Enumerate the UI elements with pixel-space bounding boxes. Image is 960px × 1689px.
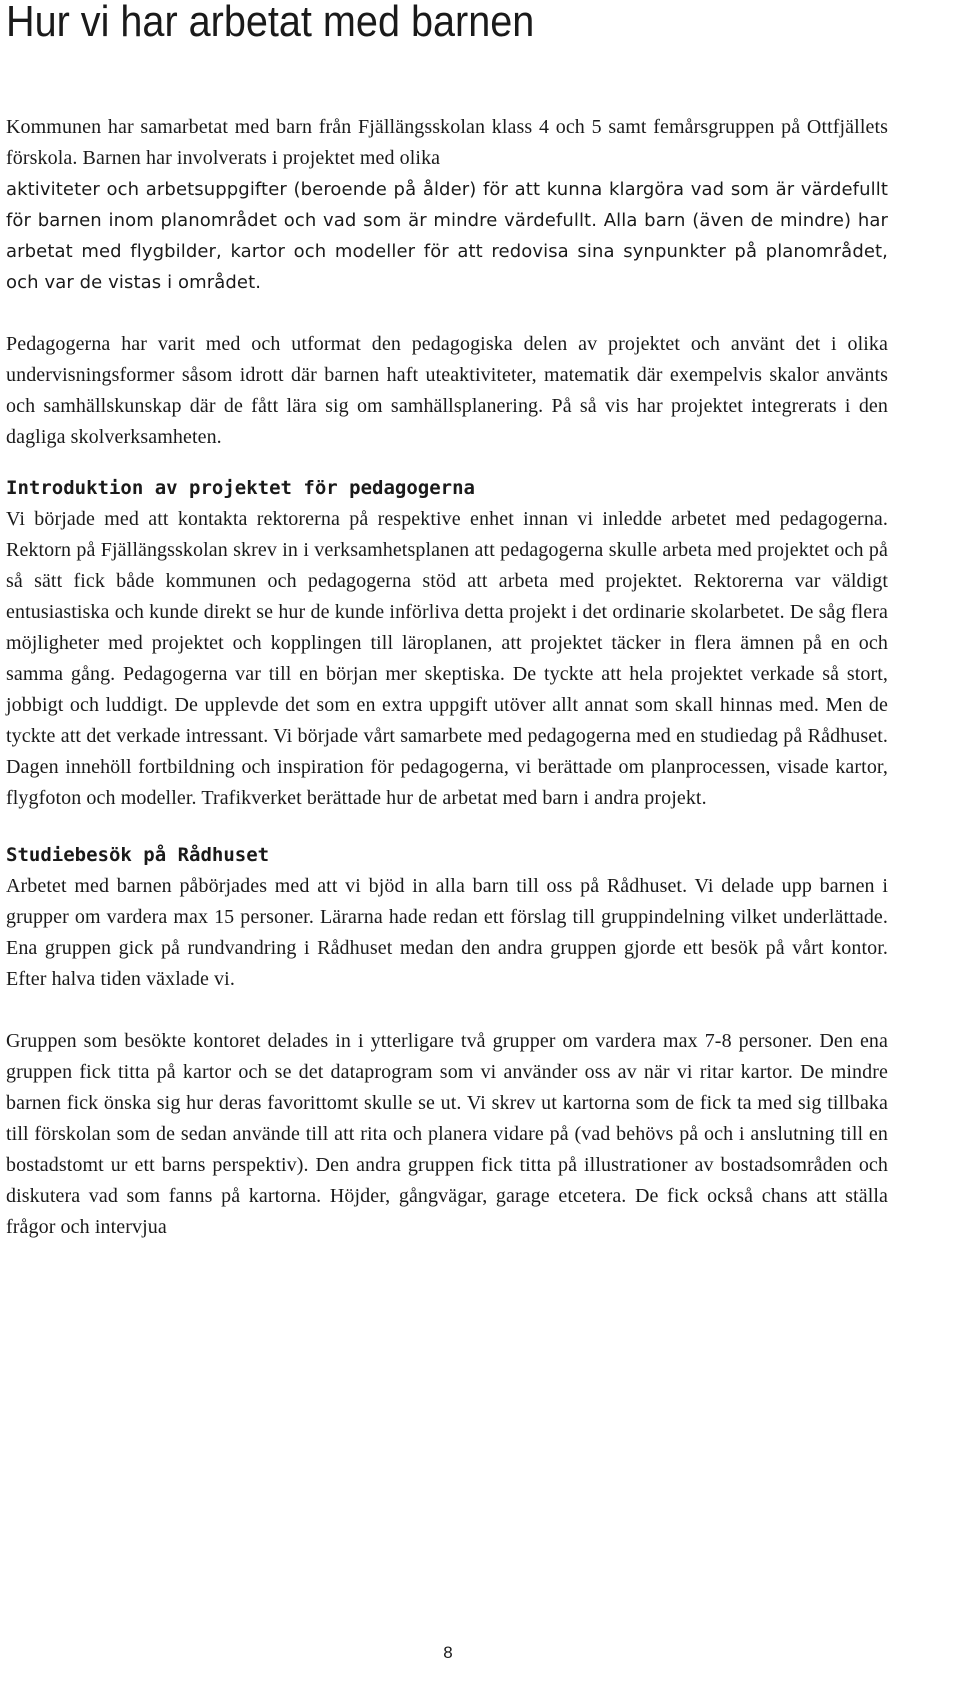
intro-paragraph-serif: Kommunen har samarbetat med barn från Fjällängsskolan klass 4 och 5 samt femårsgruppen på Ottfjällets förskola. Barnen har involverats i projektet med olika (6, 116, 888, 169)
section-heading-introduction: Introduktion av projektet för pedagogerna (6, 477, 475, 499)
section-paragraph-study-visit-2: Gruppen som besökte kontoret delades in i ytterligare två grupper om vardera max 7-8 personer. Den ena gruppen fick titta på kartor och se det dataprogram som vi använder oss av när vi ritar kartor. De mindre barnen fick önska sig hur deras favorittomt skulle se ut. Vi skrev ut kartorna som de fick ta med sig tillbaka till förskolan som de sedan använde till att rita och planera vidare på (vad behövs på och i anslutning till en bostadstomt ur ett barns perspektiv). Den andra gruppen fick titta på illustrationer av bostadsområden och diskutera vad som fanns på kartorna. Höjder, gångvägar, garage etcetera. De fick också chans att ställa frågor och intervjua (6, 1030, 888, 1238)
page-title: Hur vi har arbetat med barnen (6, 0, 535, 46)
page-number: 8 (443, 1643, 453, 1662)
section-paragraph-study-visit-1: Arbetet med barnen påbörjades med att vi bjöd in alla barn till oss på Rådhuset. Vi delade upp barnen i grupper om vardera max 15 personer. Lärarna hade redan ett förslag till gruppindelning vilket underlättade. Ena gruppen gick på rundvandring i Rådhuset medan den andra gruppen gjorde ett besök på vårt kontor. Efter halva tiden växlade vi. (6, 875, 888, 990)
section-heading-study-visit: Studiebesök på Rådhuset (6, 844, 270, 866)
document-body (6, 112, 888, 1243)
paragraph-spacer (6, 995, 888, 1026)
section-paragraph-introduction: Vi började med att kontakta rektorerna på respektive enhet innan vi inledde arbetet med pedagogerna. Rektorn på Fjällängsskolan skrev in i verksamhetsplanen att pedagogerna skulle arbeta med projektet och på så sätt fick både kommunen och pedagogerna stöd att arbeta med projektet. Rektorerna var väldigt entusiastiska och kunde direkt se hur de kunde införliva detta projekt i det ordinarie skolarbetet. De såg flera möjligheter med projektet och kopplingen till läroplanen, att projektet täcker in flera ämnen på en och samma gång. Pedagogerna var till en början mer skeptiska. De tyckte att hela projektet verkade så stort, jobbigt och luddigt. De upplevde det som en extra uppgift utöver allt annat som skall hinnas med. Men de tyckte att det verkade intressant. Vi började vårt samarbete med pedagogerna med en studiedag på Rådhuset. Dagen innehöll fortbildning och inspiration för pedagogerna, vi berättade om planprocessen, visade kartor, flygfoton och modeller. Trafikverket berättade hur de arbetat med barn i andra projekt. (6, 508, 888, 809)
paragraph-spacer (6, 298, 888, 329)
pedagogues-paragraph: Pedagogerna har varit med och utformat den pedagogiska delen av projektet och använt det i olika undervisningsformer såsom idrott där barnen haft uteaktiviteter, matematik där exempelvis skalor använts och samhällskunskap där de fått lära sig om samhällsplanering. På så vis har projektet integrerats i den dagliga skolverksamheten. (6, 333, 888, 448)
intro-paragraph-sans: aktiviteter och arbetsuppgifter (beroende på ålder) för att kunna klargöra vad som är värdefullt för barnen inom planområdet och vad som är mindre värdefullt. Alla barn (även de mindre) har arbetat med flygbilder, kartor och modeller för att redovisa sina synpunkter på planområdet, och var de vistas i området. (6, 179, 888, 293)
